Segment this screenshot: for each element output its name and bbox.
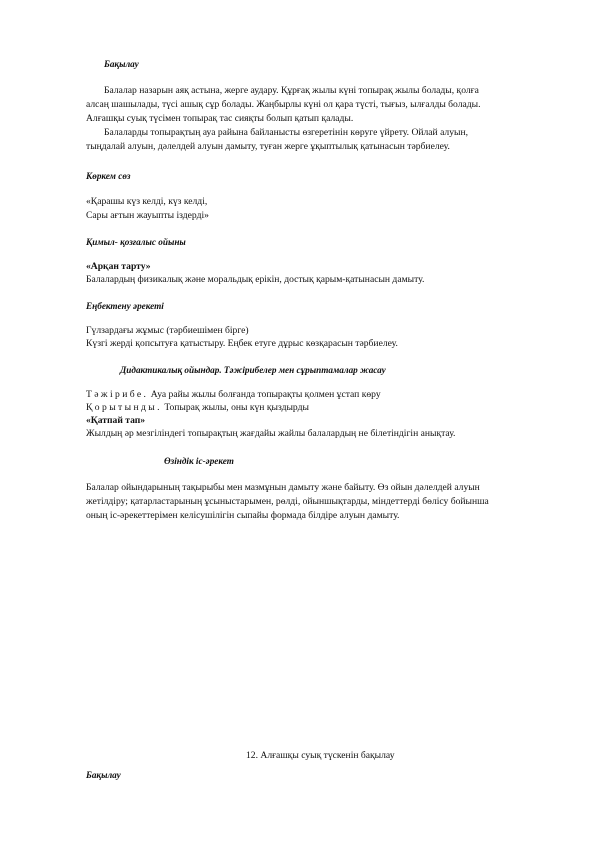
independent-line: Балалар ойындарының тақырыбы мен мазмұнын дамыту және байыту. Өз ойын дәлелдей алуын [86,482,480,493]
heading-artistic-word: Көркем сөз [86,171,131,181]
heading-independent-activity: Өзіндік іс-әрекет [164,456,234,466]
heading-observation: Бақылау [104,59,139,69]
poem-line: Сары ағтын жауыпты іздерді» [86,210,209,221]
result-line [86,402,309,414]
work-line: Күзгі жерді қопсытуға қатыстыру. Еңбек етуге дұрыс көзқарасын тәрбиелеу. [86,338,398,349]
heading-work-activity: Еңбектену әрекеті [86,301,164,311]
independent-line: жетілдіру; қатарластарының ұсыныстарымен, рөлді, ойыншықтарды, міндеттерді бөлісу бойынша [86,496,489,507]
independent-line: оның іс-әрекеттерімен келісушілігін сыпайы формада білдіре алуын дамыту. [86,510,400,521]
heading-didactic-games: Дидактикалық ойындар. Тәжірибелер мен сұрыптамалар жасау [120,365,386,375]
work-line: Гүлзардағы жұмыс (тәрбиешімен бірге) [86,325,249,336]
paragraph-line: Алғашқы суық түсімен топырақ тас сияқты болып қатып қалады. [86,113,354,124]
heading-observation-2: Бақылау [86,770,121,780]
paragraph-line: алсаң шашылады, түсі ашық сұр болады. Жаңбырлы күні ол қара түсті, тығыз, ылғалды болады. [86,99,481,110]
result-label: Қорытынды. [86,402,162,413]
experiment-text: Ауа райы жылы болғанда топырақты қолмен ұстап көру [150,389,381,400]
experiment-line [86,389,381,401]
game2-title: «Қатпай тап» [86,415,146,426]
heading-movement-game: Қимыл- қозғалыс ойыны [86,237,186,247]
game-title: «Арқан тарту» [86,261,151,272]
experiment-label: Тәжірибе. [86,389,149,400]
game-description: Балалардың физикалық және моральдық ерікін, достық қарым-қатынасын дамыту. [86,274,425,285]
game2-description: Жылдың әр мезгіліндегі топырақтың жағдайы жайлы балалардың не білетіндігін анықтау. [86,428,456,439]
next-section-title: 12. Алғашқы суық түскенін бақылау [246,750,395,761]
poem-line: «Қарашы күз келді, күз келді, [86,196,208,207]
paragraph-line: тыңдалай алуын, дәлелдей алуын дамыту, туған жерге ұқыптылық қатынасын тәрбиелеу. [86,141,450,152]
paragraph-line: Балалар назарын аяқ астына, жерге аудару. Құрғақ жылы күні топырақ жылы болады, қолға [104,85,479,96]
paragraph-line: Балаларды топырақтың ауа райына байланысты өзгеретінін көруге үйрету. Ойлай алуын, [104,127,468,138]
result-text: Топырақ жылы, оны күн қыздырды [164,402,309,413]
